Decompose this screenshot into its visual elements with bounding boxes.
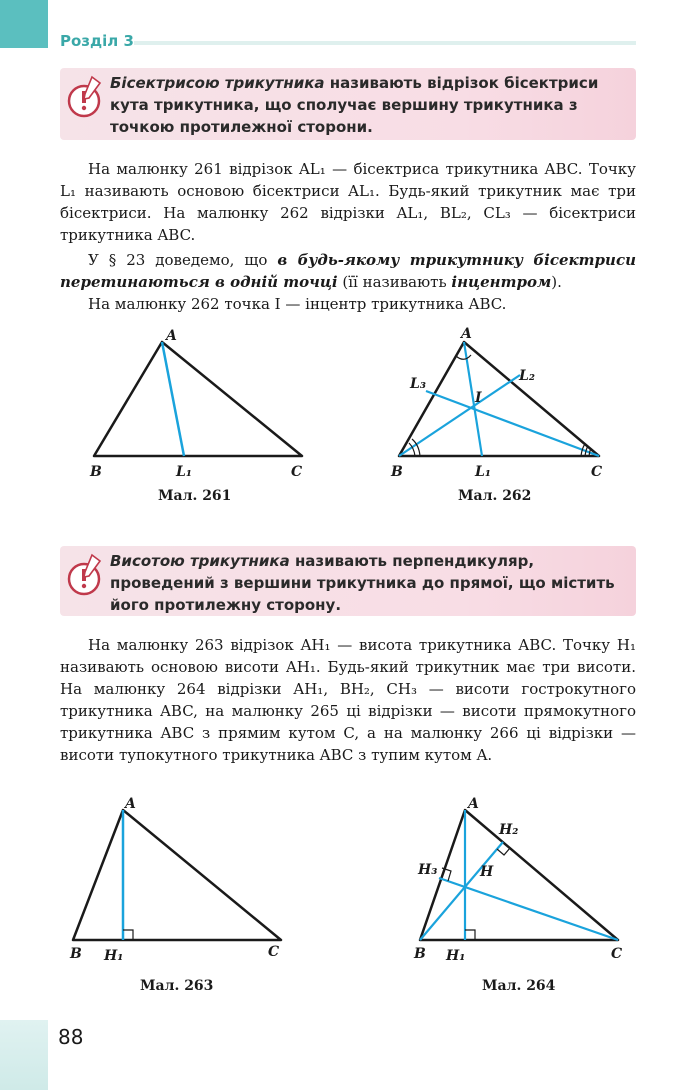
label-vertex-b: B [414,946,426,962]
figure-261 [80,318,320,488]
definition-text [110,72,626,138]
section-label: Розділ 3 [60,32,134,50]
right-angle-mark-h1 [465,930,475,940]
angle-mark-a [456,355,471,359]
label-vertex-b: B [90,464,102,480]
label-l1: L₁ [176,464,192,480]
text: (її називають [337,273,452,291]
figure-263 [65,796,305,966]
figure-caption: Мал. 264 [482,978,556,994]
label-vertex-a: A [461,326,472,342]
label-vertex-c: C [611,946,623,962]
right-angle-mark [123,930,133,940]
paragraph: На малюнку 261 відрізок AL₁ — бісектриса трикутника ABC. Точку L₁ називають основою бісектриси AL₁. Будь-який трикутник має три бісектриси. На малюнку 262 відрізки AL₁, BL₂, CL₃ — бісектриси трикутника ABC. [60,160,636,244]
label-vertex-c: C [591,464,603,480]
label-vertex-c: C [291,464,303,480]
triangle-diagram [410,796,650,966]
definition-text [110,550,626,616]
emphasis-text: в будь-якому трикутнику бісектриси перетинаються в одній точці [60,251,636,291]
term-incenter: інцентром [451,273,552,291]
triangle-diagram [65,796,305,966]
corner-tab [0,0,48,48]
triangle [73,810,281,940]
paragraph-altitudes: На малюнку 263 відрізок AH₁ — висота трикутника ABC. Точку H₁ називають основою висоти AH₁. Будь-який трикутник має три висоти. На малюнку 264 відрізки AH₁, BH₂, CH₃ — висоти гострокутного трикутника ABC, на малюнку 265 ці відрізки — висоти прямокутного трикутника ABC з прямим кутом C, а на малюнку 266 ці відрізки — висоти тупокутного трикутника ABC з тупим кутом A. [60,636,636,764]
label-l2: L₂ [519,368,535,384]
triangle [399,342,599,456]
label-vertex-b: B [70,946,82,962]
figure-caption: Мал. 262 [458,488,532,504]
right-angle-mark-h2 [497,848,510,855]
paragraph-incenter-theorem [60,249,636,293]
label-l1: L₁ [475,464,491,480]
text: У § 23 доведемо, що [88,251,278,269]
paragraph: На малюнку 262 точка I — інцентр трикутника ABC. [88,295,507,313]
label-l3: L₃ [410,376,426,392]
figure-caption: Мал. 263 [140,978,214,994]
bisector-segment [162,342,184,456]
page-number: 88 [58,1025,84,1049]
definition-box-altitude [60,546,636,616]
label-vertex-a: A [125,796,136,812]
text: ). [551,273,562,291]
page-corner-tab [0,1020,48,1090]
definition-body: називають відрізок бісектриси кута трикутника, що сполучає вершину трикутника з точкою протилежної сторони. [110,74,599,136]
bisector-c [426,391,599,456]
label-vertex-a: A [166,328,177,344]
definition-term: Бісектрисою трикутника [110,74,325,92]
label-h2: H₂ [499,822,519,838]
label-vertex-a: A [468,796,479,812]
section-rule [134,41,636,45]
pencil-attention-icon [66,552,106,598]
figure-264 [410,796,650,966]
altitude-b [420,842,503,940]
triangle-diagram [80,318,320,488]
definition-body: називають перпендикуляр, проведений з вершини трикутника до прямої, що містить його протилежну сторону. [110,552,615,614]
triangle [94,342,302,456]
figure-262 [385,318,625,488]
label-vertex-c: C [268,944,280,960]
label-orthocenter: H [480,864,494,880]
definition-box-bisector [60,68,636,140]
pencil-attention-icon [66,74,106,120]
label-h1: H₁ [446,948,466,964]
definition-term: Висотою трикутника [110,552,290,570]
label-h1: H₁ [104,948,124,964]
label-incenter: I [475,390,482,406]
label-h3: H₃ [418,862,438,878]
triangle-diagram [385,318,625,488]
label-vertex-b: B [391,464,403,480]
figure-caption: Мал. 261 [158,488,232,504]
